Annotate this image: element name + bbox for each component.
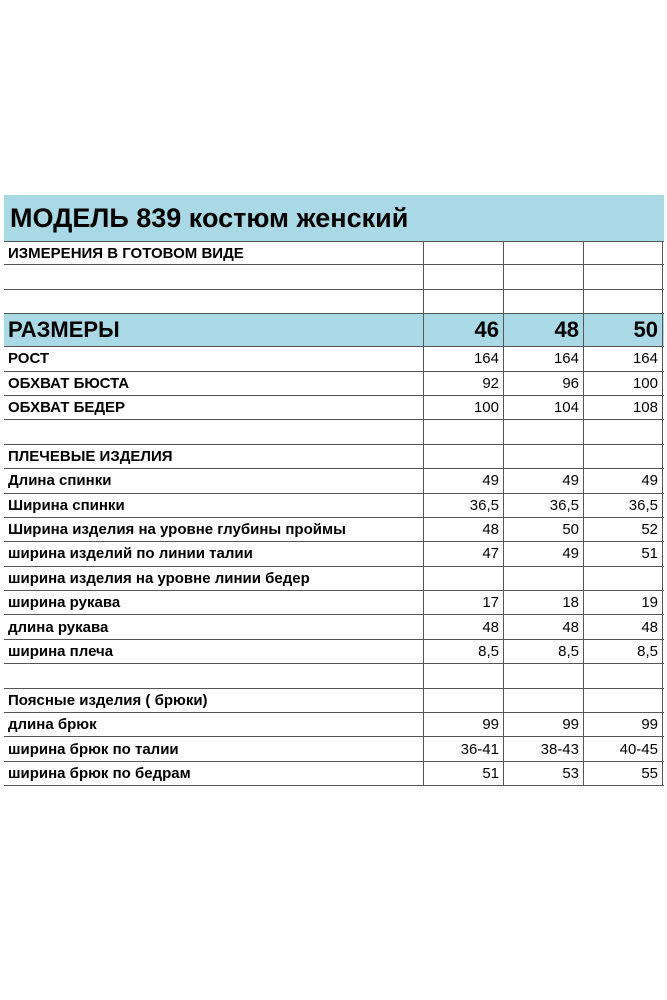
row-label: ширина плеча	[8, 643, 114, 661]
row-label: ОБХВАТ БЕДЕР	[8, 399, 126, 417]
size-48-value	[503, 689, 583, 712]
size-46-value: 92	[423, 372, 503, 395]
size-48-value: 104	[503, 396, 583, 419]
row-label: ПЛЕЧЕВЫЕ ИЗДЕЛИЯ	[8, 447, 173, 465]
size-46-value: 48	[423, 615, 503, 638]
size-50-value: 99	[583, 713, 663, 736]
size-48-value: 49	[503, 542, 583, 565]
size-50-value	[583, 445, 663, 468]
empty-cell	[4, 290, 423, 313]
empty-cell	[423, 290, 503, 313]
size-46-value	[423, 689, 503, 712]
empty-cell	[583, 290, 663, 313]
size-50-value: 40-45	[583, 737, 663, 760]
size-46-value: 100	[423, 396, 503, 419]
table-subtitle-row	[4, 241, 664, 265]
size-48-value	[503, 445, 583, 468]
size-50-value: 49	[583, 469, 663, 492]
empty-cell	[503, 265, 583, 288]
table-subtitle: ИЗМЕРЕНИЯ В ГОТОВОМ ВИДЕ	[8, 244, 244, 262]
row-label: Ширина спинки	[8, 496, 125, 514]
size-50-value: 51	[583, 542, 663, 565]
empty-cell	[423, 242, 503, 264]
size-46-value: 164	[423, 347, 503, 370]
size-50-value: 8,5	[583, 640, 663, 663]
size-48-value: 53	[503, 762, 583, 785]
size-50-value	[583, 420, 663, 443]
row-label	[4, 420, 423, 443]
table-row	[4, 445, 664, 469]
empty-row	[4, 265, 664, 289]
table-row	[4, 591, 664, 615]
size-48-value: 50	[503, 518, 583, 541]
row-label: ширина брюк по талии	[8, 740, 179, 758]
size-50-value: 164	[583, 347, 663, 370]
table-row	[4, 640, 664, 664]
size-48-value: 49	[503, 469, 583, 492]
size-46-value	[423, 445, 503, 468]
empty-cell	[503, 242, 583, 264]
size-50-value: 55	[583, 762, 663, 785]
row-label: Длина спинки	[8, 472, 112, 490]
empty-cell	[503, 290, 583, 313]
size-46-value: 51	[423, 762, 503, 785]
row-label: ширина изделия на уровне линии бедер	[8, 569, 310, 587]
row-label: РОСТ	[8, 350, 50, 368]
table-row	[4, 689, 664, 713]
size-50-value: 48	[583, 615, 663, 638]
empty-cell	[4, 265, 423, 288]
table-row	[4, 615, 664, 639]
empty-cell	[423, 265, 503, 288]
table-row	[4, 469, 664, 493]
empty-row	[4, 290, 664, 314]
empty-cell	[583, 265, 663, 288]
table-row	[4, 762, 664, 786]
table-row	[4, 420, 664, 444]
row-label: Ширина изделия на уровне глубины проймы	[8, 521, 346, 539]
size-46-value: 17	[423, 591, 503, 614]
size-48-value: 38-43	[503, 737, 583, 760]
size-48-value: 164	[503, 347, 583, 370]
table-row	[4, 518, 664, 542]
size-48-value	[503, 420, 583, 443]
table-row	[4, 567, 664, 591]
size-48-value	[503, 664, 583, 687]
empty-cell	[583, 242, 663, 264]
row-label: длина рукава	[8, 618, 109, 636]
size-48-value: 36,5	[503, 494, 583, 517]
size-46-value: 47	[423, 542, 503, 565]
sizes-header-row	[4, 314, 664, 347]
size-46-value: 36,5	[423, 494, 503, 517]
size-table	[4, 195, 664, 786]
table-row	[4, 372, 664, 396]
size-50-value: 36,5	[583, 494, 663, 517]
size-48-value: 99	[503, 713, 583, 736]
size-48-value: 96	[503, 372, 583, 395]
size-50-value	[583, 689, 663, 712]
size-50-value: 108	[583, 396, 663, 419]
table-row	[4, 664, 664, 688]
row-label: ширина брюк по бедрам	[8, 765, 191, 782]
row-label: ширина изделий по линии талии	[8, 545, 253, 563]
table-row	[4, 542, 664, 566]
row-label: длина брюк	[8, 716, 97, 734]
size-48-header: 48	[503, 314, 583, 346]
size-46-value: 8,5	[423, 640, 503, 663]
size-46-value: 49	[423, 469, 503, 492]
size-46-value	[423, 664, 503, 687]
table-row	[4, 347, 664, 371]
size-48-value: 18	[503, 591, 583, 614]
size-46-value: 36-41	[423, 737, 503, 760]
size-46-value: 48	[423, 518, 503, 541]
measurement-rows	[4, 347, 664, 786]
row-label: Поясные изделия ( брюки)	[8, 691, 208, 709]
table-row	[4, 396, 664, 420]
table-title-row	[4, 195, 664, 241]
size-50-value: 52	[583, 518, 663, 541]
table-title: МОДЕЛЬ 839 костюм женский	[10, 202, 409, 233]
size-50-value	[583, 664, 663, 687]
size-50-header: 50	[583, 314, 663, 346]
row-label: ОБХВАТ БЮСТА	[8, 374, 130, 392]
size-50-value: 100	[583, 372, 663, 395]
row-label: ширина рукава	[8, 594, 121, 612]
size-46-value	[423, 420, 503, 443]
size-48-value: 48	[503, 615, 583, 638]
size-50-value: 19	[583, 591, 663, 614]
row-label	[4, 664, 423, 687]
size-46-value: 99	[423, 713, 503, 736]
sizes-header-label: РАЗМЕРЫ	[8, 317, 120, 343]
table-row	[4, 737, 664, 761]
table-row	[4, 713, 664, 737]
size-46-value	[423, 567, 503, 590]
size-50-value	[583, 567, 663, 590]
size-46-header: 46	[423, 314, 503, 346]
size-48-value	[503, 567, 583, 590]
table-row	[4, 494, 664, 518]
size-48-value: 8,5	[503, 640, 583, 663]
